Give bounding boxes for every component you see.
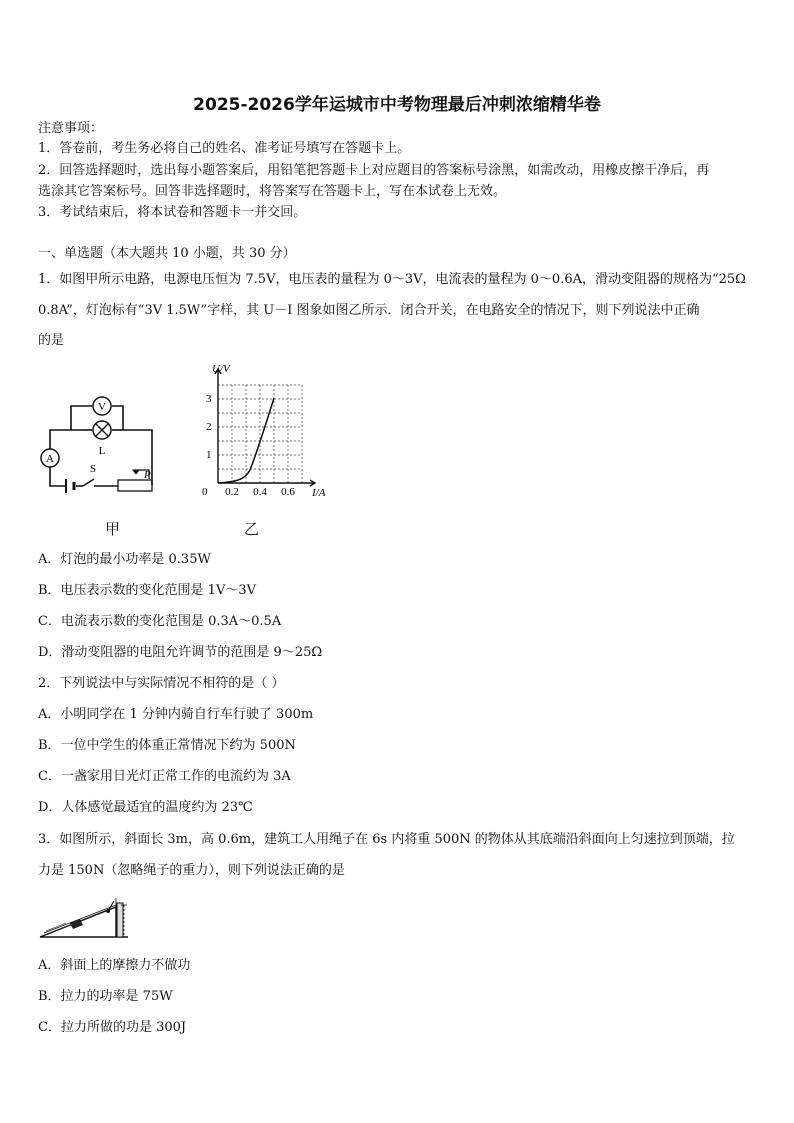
question-3-option-b: B．拉力的功率是 75W [38,989,173,1004]
graph-xtick: 0.6 [281,486,295,498]
lamp-label: L [98,445,106,457]
question-2-option-c: C．一盏家用日光灯正常工作的电流约为 3A [38,769,291,784]
slider-label: P [144,469,151,481]
graph-xtick: 0.4 [253,486,267,498]
graph-ylabel: U/V [212,363,230,375]
page-title: 2025-2026学年运城市中考物理最后冲刺浓缩精华卷 [193,95,601,115]
question-1-stem: 的是 [38,333,65,348]
notice-item: 3．考试结束后，将本试卷和答题卡一并交回。 [38,205,307,220]
question-1-option-a: A．灯泡的最小功率是 0.35W [38,552,211,567]
graph-ytick: 2 [206,421,212,433]
inclined-plane-figure [36,893,132,943]
u-i-graph [190,360,340,502]
voltmeter-label: V [98,401,106,413]
question-3-option-a: A．斜面上的摩擦力不做功 [38,958,191,973]
question-3-option-c: C．拉力所做的功是 300J [38,1020,187,1035]
notice-item: 2．回答选择题时，选出每小题答案后，用铅笔把答题卡上对应题目的答案标号涂黑，如需改动，用橡皮擦干净后，再 [38,163,710,178]
notice-heading: 注意事项： [38,121,104,136]
question-2-option-a: A．小明同学在 1 分钟内骑自行车行驶了 300m [38,707,314,722]
question-1-option-c: C．电流表示数的变化范围是 0.3A～0.5A [38,614,282,629]
figure-caption-yi: 乙 [244,520,260,538]
graph-xtick: 0.2 [225,486,239,498]
graph-origin: 0 [202,486,208,498]
figure-caption-jia: 甲 [105,520,121,538]
question-3-stem: 3．如图所示，斜面长 3m，高 0.6m，建筑工人用绳子在 6s 内将重 500N 的物体从其底端沿斜面向上匀速拉到顶端，拉 [38,832,735,847]
question-3-stem: 力是 150N（忽略绳子的重力），则下列说法正确的是 [38,863,345,878]
question-1-option-d: D．滑动变阻器的电阻允许调节的范围是 9～25Ω [38,645,323,660]
question-1-stem: 1．如图甲所示电路，电源电压恒为 7.5V，电压表的量程为 0～3V，电流表的量程为 0～0.6A，滑动变阻器的规格为“25Ω [38,272,746,287]
question-2-option-b: B．一位中学生的体重正常情况下约为 500N [38,738,296,753]
graph-grid [218,385,302,483]
notice-item: 1．答卷前，考生务必将自己的姓名、准考证号填写在答题卡上。 [38,141,411,156]
question-2-option-d: D．人体感觉最适宜的温度约为 23℃ [38,800,253,815]
question-1-stem: 0.8A”，灯泡标有“3V 1.5W”字样，其 U－I 图象如图乙所示．闭合开关，在电路安全的情况下，则下列说法中正确 [38,303,700,318]
graph-xlabel: I/A [312,487,326,499]
graph-ytick: 3 [206,393,212,405]
ammeter-label: A [46,453,54,465]
section-heading: 一、单选题（本大题共 10 小题，共 30 分） [38,246,296,261]
question-2-stem: 2．下列说法中与实际情况不相符的是（ ） [38,676,285,691]
notice-item: 选涂其它答案标号。回答非选择题时，将答案写在答题卡上，写在本试卷上无效。 [38,184,507,199]
graph-ytick: 1 [206,449,212,461]
circuit-diagram [36,390,160,500]
question-1-option-b: B．电压表示数的变化范围是 1V～3V [38,583,257,598]
switch-label: S [89,463,97,475]
